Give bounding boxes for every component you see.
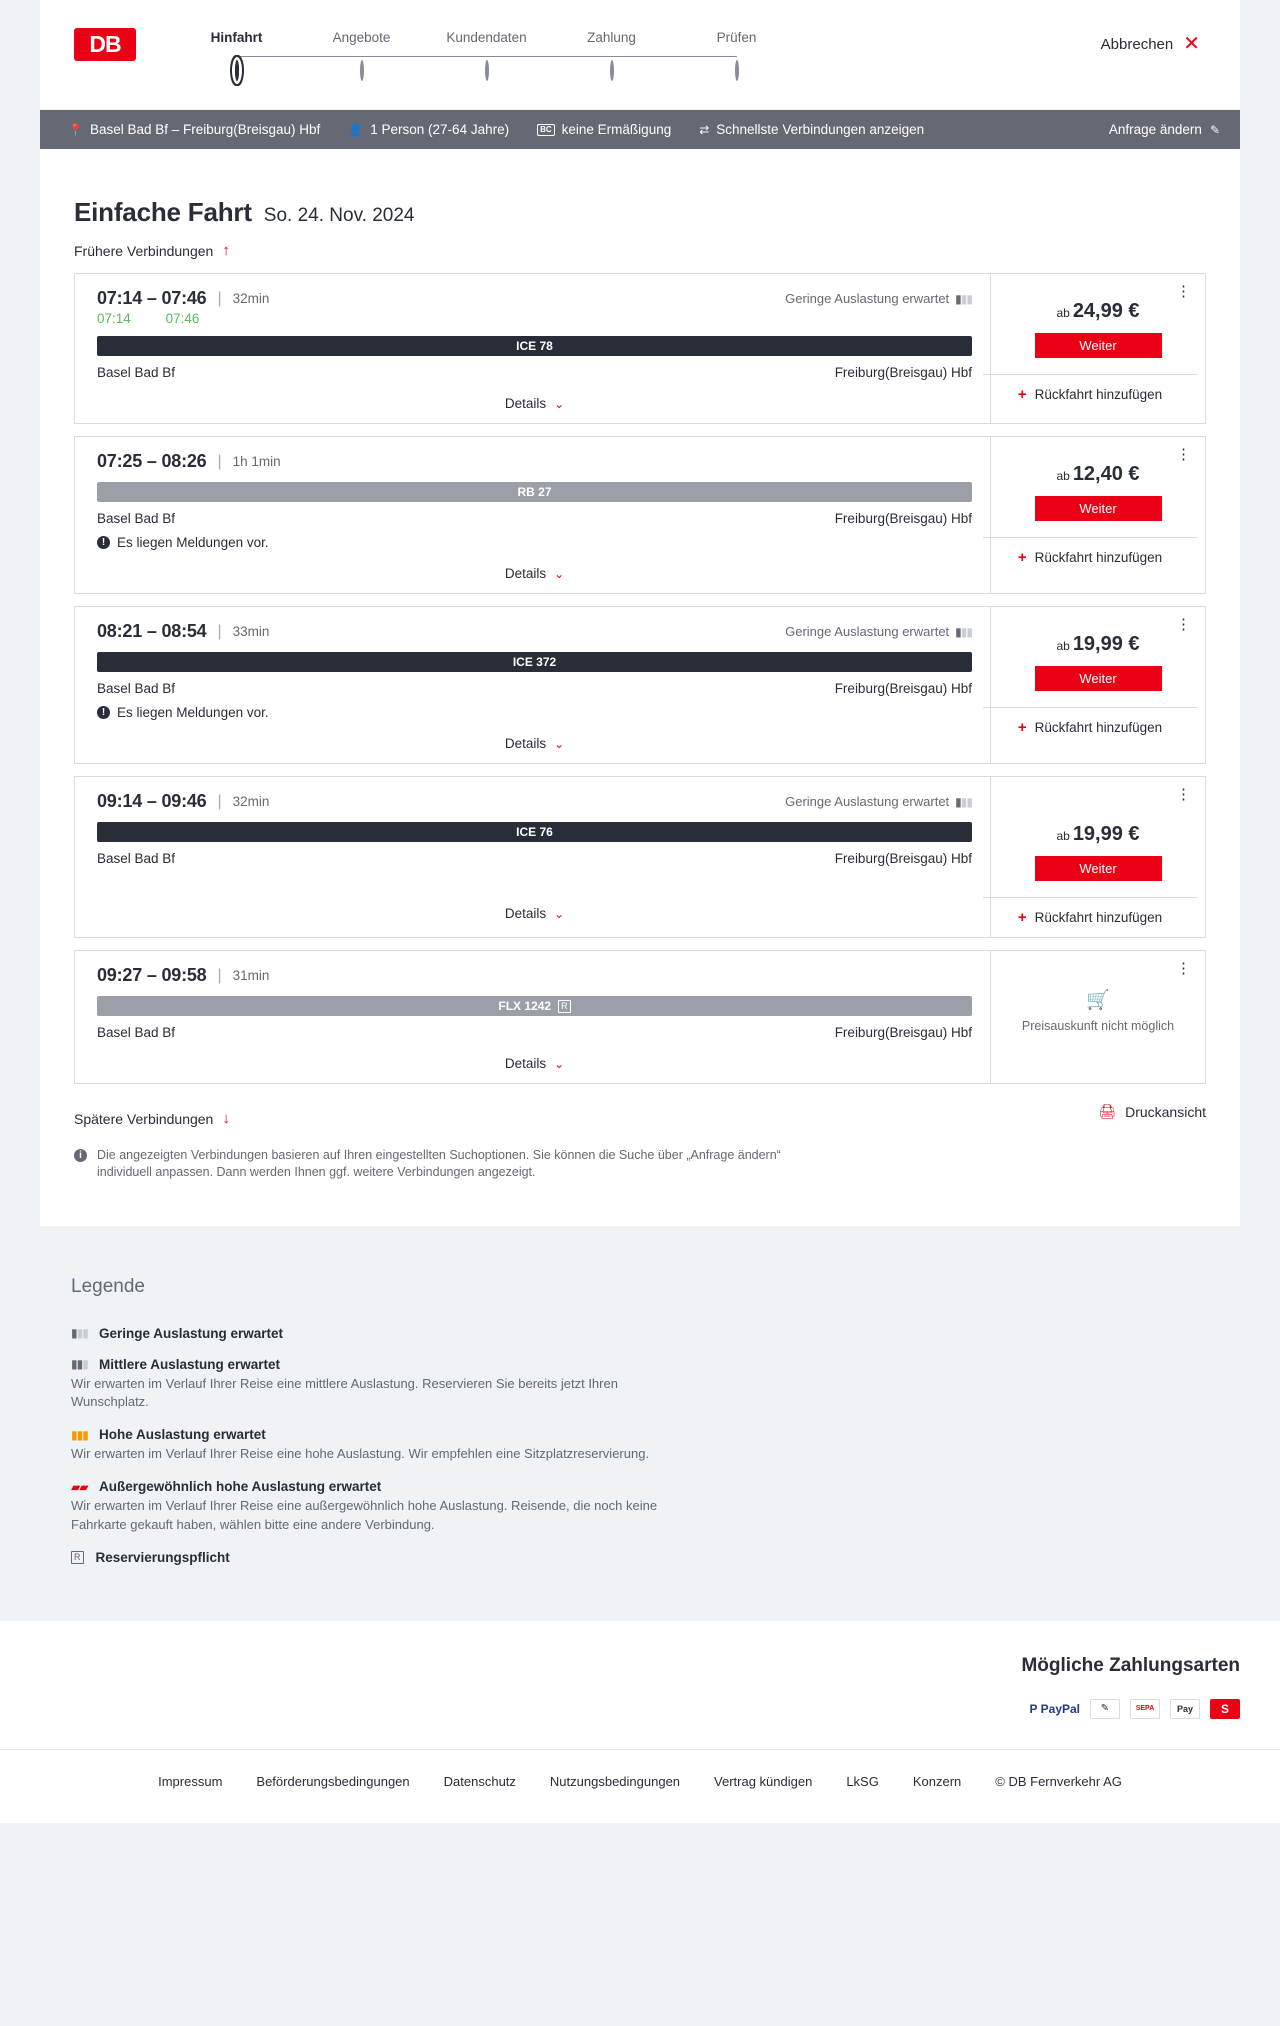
reservation-required-icon: R bbox=[558, 1000, 571, 1013]
legend-item-title: Mittlere Auslastung erwartet bbox=[99, 1356, 281, 1372]
details-toggle[interactable] bbox=[97, 866, 972, 933]
train-name: ICE 78 bbox=[516, 339, 553, 353]
add-return-label: Rückfahrt hinzufügen bbox=[1034, 720, 1163, 735]
chevron-down-icon: ⌄ bbox=[554, 1056, 565, 1071]
add-return-label: Rückfahrt hinzufügen bbox=[1034, 387, 1163, 402]
search-hint-text: Die angezeigten Verbindungen basieren auf Ihren eingestellten Suchoptionen. Sie können die Suche über „Anfrage ändern“ individuell anpassen. Dann werden Ihnen ggf. weitere Verbindungen angezeigt. bbox=[97, 1148, 781, 1179]
search-hint bbox=[40, 1127, 830, 1225]
train-bar bbox=[97, 652, 972, 672]
destination-station: Freiburg(Breisgau) Hbf bbox=[834, 1025, 972, 1040]
plus-icon: + bbox=[1017, 719, 1027, 736]
connection-duration: 32min bbox=[232, 794, 270, 809]
list-footer bbox=[40, 1096, 1240, 1127]
connection-duration: 1h 1min bbox=[232, 454, 281, 469]
train-name: ICE 372 bbox=[512, 655, 557, 669]
page-title bbox=[40, 149, 1240, 228]
origin-station: Basel Bad Bf bbox=[97, 1025, 176, 1040]
connection-times: 07:25 – 08:26 bbox=[97, 451, 207, 471]
chevron-down-icon: ⌄ bbox=[554, 906, 565, 921]
price-prefix: ab bbox=[1056, 306, 1070, 320]
edit-query-label: Anfrage ändern bbox=[1108, 122, 1202, 137]
details-toggle[interactable] bbox=[97, 720, 972, 763]
connection-card[interactable] bbox=[74, 950, 1206, 1084]
legend-head bbox=[71, 1357, 1280, 1372]
step-label: Zahlung bbox=[587, 30, 636, 45]
earlier-connections-button[interactable] bbox=[40, 228, 1240, 259]
step-label: Prüfen bbox=[716, 30, 757, 45]
step-pruefen[interactable] bbox=[674, 30, 799, 80]
sofort-icon: S bbox=[1210, 1699, 1240, 1719]
cancel-button[interactable] bbox=[1101, 34, 1200, 54]
price bbox=[1056, 823, 1139, 846]
add-return-label: Rückfahrt hinzufügen bbox=[1034, 550, 1163, 565]
realtime-departure: 07:14 bbox=[97, 311, 131, 326]
query-fastest-label: Schnellste Verbindungen anzeigen bbox=[716, 122, 925, 137]
price-value: 19,99 € bbox=[1072, 633, 1140, 655]
legend-item-extreme bbox=[0, 1479, 1280, 1533]
step-kundendaten[interactable] bbox=[424, 30, 549, 80]
origin-station: Basel Bad Bf bbox=[97, 365, 176, 380]
chevron-down-icon: ⌄ bbox=[554, 396, 565, 411]
connection-message-text: Es liegen Meldungen vor. bbox=[117, 705, 269, 720]
arrow-up-icon: ↑ bbox=[222, 242, 230, 259]
chevron-down-icon: ⌄ bbox=[554, 566, 565, 581]
connection-times: 07:14 – 07:46 bbox=[97, 288, 207, 308]
step-dot bbox=[360, 60, 364, 81]
price-value: 12,40 € bbox=[1072, 463, 1140, 485]
legend-item-high bbox=[0, 1427, 1280, 1463]
legend-item-mid bbox=[0, 1357, 1280, 1411]
connection-info bbox=[75, 951, 990, 1083]
connection-header bbox=[97, 288, 972, 309]
pencil-icon: ✎ bbox=[1209, 122, 1220, 137]
train-bar bbox=[97, 336, 972, 356]
footer-copyright: © DB Fernverkehr AG bbox=[995, 1773, 1122, 1789]
connection-duration: 32min bbox=[232, 291, 270, 306]
direct-debit-icon: ✎ bbox=[1090, 1699, 1120, 1719]
more-options-icon[interactable]: ⋮ bbox=[1176, 616, 1191, 633]
more-options-icon[interactable]: ⋮ bbox=[1176, 960, 1191, 977]
connection-offer bbox=[990, 951, 1205, 1083]
step-connector bbox=[362, 56, 487, 57]
add-return-button[interactable] bbox=[983, 707, 1197, 747]
station-row bbox=[97, 851, 972, 866]
add-return-button[interactable] bbox=[983, 374, 1197, 414]
step-label: Hinfahrt bbox=[210, 30, 263, 45]
divider: | bbox=[217, 966, 222, 984]
details-toggle[interactable] bbox=[97, 380, 972, 423]
continue-button[interactable]: Weiter bbox=[1035, 333, 1162, 358]
continue-button[interactable]: Weiter bbox=[1035, 856, 1162, 881]
connection-header bbox=[97, 791, 972, 812]
details-label: Details bbox=[504, 736, 547, 751]
legend-item-desc: Wir erwarten im Verlauf Ihrer Reise eine hohe Auslastung. Wir empfehlen eine Sitzplatzreservierung. bbox=[71, 1446, 650, 1462]
station-row bbox=[97, 365, 972, 380]
step-dot bbox=[235, 60, 239, 81]
payment-logos bbox=[0, 1699, 1240, 1719]
page-title-text: Einfache Fahrt bbox=[74, 197, 252, 227]
station-row bbox=[97, 511, 972, 526]
earlier-connections-label: Frühere Verbindungen bbox=[74, 242, 214, 259]
connection-message bbox=[97, 535, 972, 550]
bahncard-icon: BC bbox=[537, 124, 555, 136]
connection-offer bbox=[990, 607, 1205, 763]
query-route-label: Basel Bad Bf – Freiburg(Breisgau) Hbf bbox=[89, 122, 321, 137]
divider: | bbox=[217, 452, 222, 470]
connection-info bbox=[75, 437, 990, 593]
step-angebote[interactable] bbox=[299, 30, 424, 80]
divider: | bbox=[217, 622, 222, 640]
paypal-icon: P PayPal bbox=[1029, 1701, 1080, 1716]
footer-link-befoerderungsbedingungen[interactable]: Beförderungsbedingungen bbox=[256, 1773, 410, 1789]
plus-icon: + bbox=[1017, 549, 1027, 566]
step-hinfahrt[interactable] bbox=[174, 30, 299, 80]
price bbox=[1056, 463, 1139, 486]
details-label: Details bbox=[504, 906, 547, 921]
footer-link-datenschutz[interactable]: Datenschutz bbox=[443, 1773, 516, 1789]
travel-date: So. 24. Nov. 2024 bbox=[263, 205, 415, 226]
connection-duration: 31min bbox=[232, 968, 270, 983]
query-fastest bbox=[685, 122, 938, 137]
more-options-icon[interactable]: ⋮ bbox=[1176, 446, 1191, 463]
connection-duration: 33min bbox=[232, 624, 270, 639]
connection-header bbox=[97, 621, 972, 642]
plus-icon: + bbox=[1017, 909, 1027, 926]
header-bar bbox=[40, 0, 1240, 110]
occupancy-low-icon: ▮▮▮ bbox=[955, 794, 972, 809]
train-name: FLX 1242 bbox=[498, 999, 552, 1013]
footer-link-konzern[interactable]: Konzern bbox=[912, 1773, 962, 1789]
continue-button[interactable]: Weiter bbox=[1035, 666, 1162, 691]
reservation-required-icon: R bbox=[71, 1551, 84, 1564]
warning-icon: ! bbox=[97, 536, 110, 549]
site-footer bbox=[0, 1749, 1280, 1823]
apple-pay-icon: Pay bbox=[1170, 1699, 1200, 1719]
price bbox=[1056, 300, 1139, 323]
legend-title: Legende bbox=[71, 1275, 145, 1297]
legend-item-desc: Wir erwarten im Verlauf Ihrer Reise eine außergewöhnlich hohe Auslastung. Reisende, die noch keine Fahrkarte gekauft haben, wählen bitte eine andere Verbindung. bbox=[71, 1498, 658, 1532]
step-connector bbox=[612, 56, 737, 57]
legend-head bbox=[71, 1326, 1280, 1341]
train-bar bbox=[97, 996, 972, 1016]
warning-icon: ! bbox=[97, 706, 110, 719]
legend-item-reservation bbox=[0, 1550, 1280, 1565]
more-options-icon[interactable]: ⋮ bbox=[1176, 786, 1191, 803]
sort-icon: ⇄ bbox=[699, 122, 710, 137]
connection-list bbox=[40, 259, 1240, 1084]
origin-station: Basel Bad Bf bbox=[97, 681, 176, 696]
plus-icon: + bbox=[1017, 386, 1027, 403]
occupancy-medium-icon: ▮▮▮ bbox=[71, 1357, 88, 1372]
legend-item-low bbox=[0, 1326, 1280, 1341]
legend-item-desc: Wir erwarten im Verlauf Ihrer Reise eine mittlere Auslastung. Reservieren Sie bereits jetzt Ihren Wunschplatz. bbox=[71, 1375, 618, 1409]
details-toggle[interactable] bbox=[97, 1040, 972, 1083]
price-prefix: ab bbox=[1056, 829, 1070, 843]
close-icon: ✕ bbox=[1183, 33, 1200, 55]
step-label: Angebote bbox=[332, 30, 391, 45]
footer-link-vertrag-kuendigen[interactable]: Vertrag kündigen bbox=[714, 1773, 813, 1789]
query-discount-label: keine Ermäßigung bbox=[561, 122, 672, 137]
destination-station: Freiburg(Breisgau) Hbf bbox=[834, 365, 972, 380]
destination-station: Freiburg(Breisgau) Hbf bbox=[834, 851, 972, 866]
step-label: Kundendaten bbox=[446, 30, 527, 45]
step-dot bbox=[610, 60, 614, 81]
station-row bbox=[97, 1025, 972, 1040]
person-icon: 👤 bbox=[348, 122, 364, 137]
info-icon: i bbox=[74, 1149, 87, 1162]
connection-header bbox=[97, 451, 972, 472]
connection-info bbox=[75, 607, 990, 763]
step-connector bbox=[487, 56, 612, 57]
realtime-times bbox=[97, 311, 972, 326]
price-value: 24,99 € bbox=[1072, 300, 1140, 322]
legend-item-title: Reservierungspflicht bbox=[95, 1549, 230, 1565]
legend-item-title: Außergewöhnlich hohe Auslastung erwartet bbox=[99, 1479, 382, 1495]
connection-message bbox=[97, 705, 972, 720]
query-passengers bbox=[334, 122, 523, 137]
later-connections-label: Spätere Verbindungen bbox=[74, 1110, 214, 1127]
payment-title: Mögliche Zahlungsarten bbox=[1021, 1654, 1240, 1676]
destination-station: Freiburg(Breisgau) Hbf bbox=[834, 511, 972, 526]
footer-link-nutzungsbedingungen[interactable]: Nutzungsbedingungen bbox=[549, 1773, 681, 1789]
realtime-arrival: 07:46 bbox=[165, 311, 200, 326]
no-price-text: Preisauskunft nicht möglich bbox=[1021, 1018, 1175, 1033]
print-view-button[interactable] bbox=[1098, 1103, 1206, 1120]
step-connector bbox=[237, 56, 362, 57]
query-passengers-label: 1 Person (27-64 Jahre) bbox=[370, 122, 510, 137]
step-dot bbox=[735, 60, 739, 81]
add-return-button[interactable] bbox=[983, 897, 1197, 937]
price-value: 19,99 € bbox=[1072, 823, 1140, 845]
connection-message-text: Es liegen Meldungen vor. bbox=[117, 535, 269, 550]
db-logo: DB bbox=[74, 28, 136, 61]
details-toggle[interactable] bbox=[97, 550, 972, 593]
occupancy-indicator bbox=[785, 291, 972, 306]
add-return-label: Rückfahrt hinzufügen bbox=[1034, 910, 1163, 925]
details-label: Details bbox=[504, 566, 547, 581]
footer-link-impressum[interactable]: Impressum bbox=[158, 1773, 223, 1789]
footer-link-lksg[interactable]: LkSG bbox=[846, 1773, 879, 1789]
connection-offer bbox=[990, 437, 1205, 593]
connection-card[interactable] bbox=[74, 606, 1206, 764]
legend-head bbox=[71, 1427, 1280, 1442]
query-discount bbox=[523, 122, 685, 137]
connection-card[interactable] bbox=[74, 776, 1206, 938]
checkout-stepper bbox=[174, 30, 799, 80]
print-view-label: Druckansicht bbox=[1125, 1103, 1206, 1120]
details-label: Details bbox=[504, 396, 547, 411]
legend-section bbox=[0, 1226, 1280, 1621]
train-bar bbox=[97, 822, 972, 842]
legend-head bbox=[71, 1550, 1280, 1565]
query-route bbox=[54, 122, 334, 137]
sepa-icon: SEPA bbox=[1130, 1699, 1160, 1719]
legend-item-title: Geringe Auslastung erwartet bbox=[99, 1325, 284, 1341]
step-dot bbox=[485, 60, 489, 81]
origin-station: Basel Bad Bf bbox=[97, 851, 176, 866]
connection-times: 08:21 – 08:54 bbox=[97, 621, 207, 641]
connection-offer bbox=[990, 274, 1205, 423]
occupancy-low-icon: ▮▮▮ bbox=[955, 291, 972, 306]
train-name: ICE 76 bbox=[516, 825, 553, 839]
occupancy-indicator bbox=[785, 624, 972, 639]
destination-station: Freiburg(Breisgau) Hbf bbox=[834, 681, 972, 696]
connection-times: 09:27 – 09:58 bbox=[97, 965, 207, 985]
step-zahlung[interactable] bbox=[549, 30, 674, 80]
price-prefix: ab bbox=[1056, 469, 1070, 483]
connection-times: 09:14 – 09:46 bbox=[97, 791, 207, 811]
origin-station: Basel Bad Bf bbox=[97, 511, 176, 526]
details-label: Details bbox=[504, 1056, 547, 1071]
cancel-label: Abbrechen bbox=[1100, 35, 1174, 53]
occupancy-low-icon: ▮▮▮ bbox=[71, 1326, 88, 1341]
arrow-down-icon: ↓ bbox=[222, 1110, 230, 1127]
occupancy-label: Geringe Auslastung erwartet bbox=[785, 291, 950, 306]
connection-card[interactable] bbox=[74, 436, 1206, 594]
occupancy-extreme-icon: ▰▰ bbox=[71, 1479, 88, 1494]
main-content bbox=[40, 149, 1240, 1226]
legend-head bbox=[71, 1479, 1280, 1494]
chevron-down-icon: ⌄ bbox=[554, 736, 565, 751]
edit-query-button[interactable] bbox=[1109, 122, 1226, 137]
connection-offer bbox=[990, 777, 1205, 937]
price bbox=[1056, 633, 1139, 656]
divider: | bbox=[217, 792, 222, 810]
occupancy-low-icon: ▮▮▮ bbox=[955, 624, 972, 639]
add-return-button[interactable] bbox=[983, 537, 1197, 577]
printer-icon: 🖨 bbox=[1098, 1103, 1117, 1119]
cart-crossed-icon: 🛒 bbox=[1086, 990, 1110, 1011]
later-connections-button[interactable] bbox=[74, 1096, 230, 1127]
more-options-icon[interactable]: ⋮ bbox=[1176, 283, 1191, 300]
occupancy-label: Geringe Auslastung erwartet bbox=[785, 624, 950, 639]
query-summary-bar bbox=[40, 110, 1240, 149]
train-name: RB 27 bbox=[517, 485, 552, 499]
divider: | bbox=[217, 289, 222, 307]
continue-button[interactable]: Weiter bbox=[1035, 496, 1162, 521]
no-price-notice bbox=[1022, 989, 1174, 1034]
connection-header bbox=[97, 965, 972, 986]
train-bar bbox=[97, 482, 972, 502]
connection-info bbox=[75, 274, 990, 423]
location-pin-icon: 📍 bbox=[68, 122, 83, 137]
occupancy-label: Geringe Auslastung erwartet bbox=[785, 794, 950, 809]
connection-card[interactable] bbox=[74, 273, 1206, 424]
legend-item-title: Hohe Auslastung erwartet bbox=[99, 1427, 266, 1443]
price-prefix: ab bbox=[1056, 639, 1070, 653]
occupancy-high-icon: ▮▮▮ bbox=[71, 1427, 88, 1442]
occupancy-indicator bbox=[785, 794, 972, 809]
connection-info bbox=[75, 777, 990, 937]
payment-methods-section bbox=[0, 1621, 1280, 1749]
station-row bbox=[97, 681, 972, 696]
